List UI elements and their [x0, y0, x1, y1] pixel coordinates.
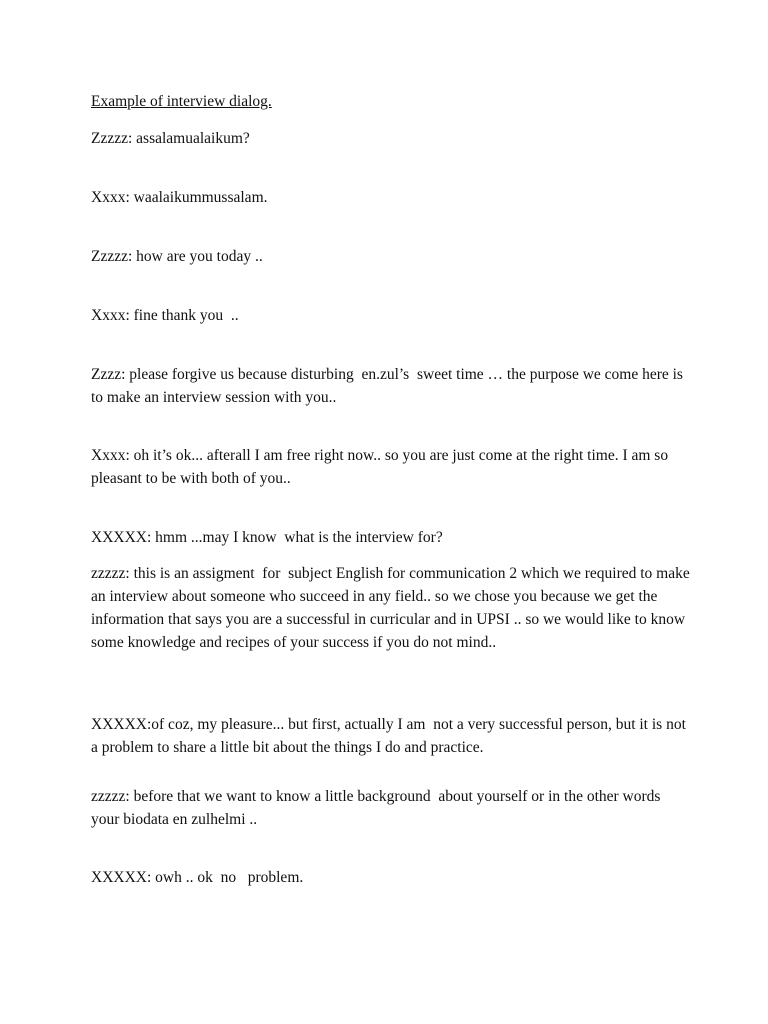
- document-title: Example of interview dialog.: [91, 93, 272, 110]
- dialog-line: Xxxx: fine thank you ..: [91, 307, 239, 324]
- dialog-line: zzzzz: before that we want to know a little background about yourself or in the other words your biodata en zulhelmi ..: [91, 788, 665, 828]
- dialog-line: zzzzz: this is an assigment for subject English for communication 2 which we required to make an interview about someone who succeed in any field.. so we chose you because we get the information that says you are a successful in curricular and in UPSI .. so we would like to know some knowledge and recipes of your success if you do not mind..: [91, 565, 694, 651]
- dialog-line: XXXXX:of coz, my pleasure... but first, actually I am not a very successful person, but it is not a problem to share a little bit about the things I do and practice.: [91, 716, 690, 756]
- dialog-line: Zzzzz: how are you today ..: [91, 248, 263, 265]
- dialog-line: XXXXX: owh .. ok no problem.: [91, 869, 304, 886]
- dialog-line: Zzzzz: assalamualaikum?: [91, 130, 250, 147]
- dialog-line: XXXXX: hmm ...may I know what is the interview for?: [91, 529, 443, 546]
- dialog-line: Xxxx: oh it’s ok... afterall I am free right now.. so you are just come at the right time. I am so pleasant to be with both of you..: [91, 447, 672, 487]
- dialog-line: Xxxx: waalaikummussalam.: [91, 189, 268, 206]
- dialog-line: Zzzz: please forgive us because disturbing en.zul’s sweet time … the purpose we come here is to make an interview session with you..: [91, 366, 687, 406]
